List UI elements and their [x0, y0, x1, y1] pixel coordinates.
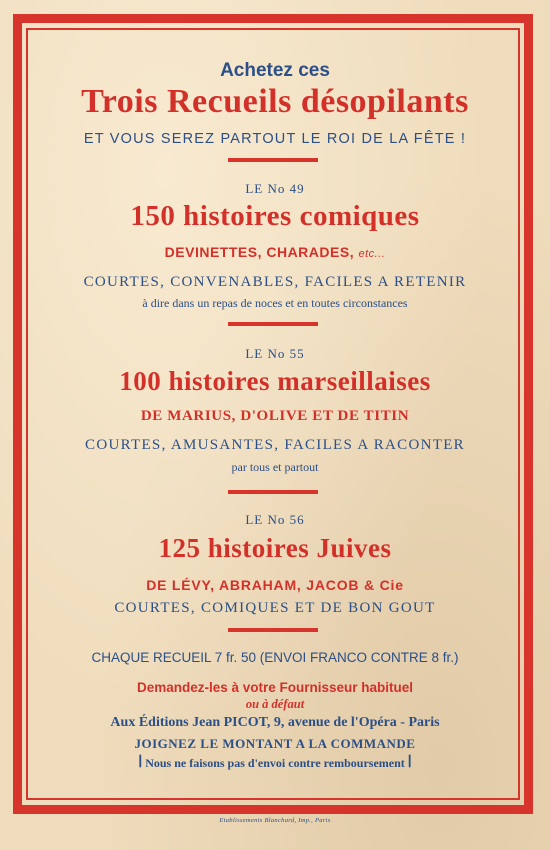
- book-56-number: LE No 56: [245, 512, 305, 527]
- printer-credit: Etablissements Blanchard, Imp., Paris: [219, 817, 331, 824]
- book-49-number: LE No 49: [245, 181, 305, 196]
- publisher-line: Aux Éditions Jean PICOT, 9, avenue de l'Opéra - Paris: [110, 715, 440, 730]
- join-line: JOIGNEZ LE MONTANT A LA COMMANDE: [134, 736, 416, 751]
- book-55-number: LE No 55: [245, 346, 305, 361]
- tagline: ET VOUS SEREZ PARTOUT LE ROI DE LA FÊTE !: [83, 131, 467, 147]
- book-55-note: par tous et partout: [231, 460, 319, 474]
- book-55-desc: COURTES, AMUSANTES, FACILES A RACONTER: [85, 437, 465, 453]
- divider-1: [228, 158, 318, 162]
- no-cod-line: [0, 755, 550, 771]
- book-49-subtitle-main: DEVINETTES, CHARADES,: [164, 244, 355, 260]
- divider-2: [228, 322, 318, 326]
- no-cod-text: Nous ne faisons pas d'envoi contre remboursement: [145, 756, 405, 770]
- default-line: ou à défaut: [245, 697, 305, 711]
- fleuron-left-icon: ꟾ: [138, 755, 143, 770]
- book-49-subtitle: [0, 244, 550, 260]
- book-49-desc: COURTES, CONVENABLES, FACILES A RETENIR: [83, 274, 467, 290]
- main-title: Trois Recueils désopilants: [81, 83, 469, 120]
- book-49-note: à dire dans un repas de noces et en toutes circonstances: [142, 296, 408, 310]
- divider-3: [228, 490, 318, 494]
- book-55-subtitle: DE MARIUS, D'OLIVE ET DE TITIN: [140, 408, 410, 424]
- intro-text: Achetez ces: [220, 60, 330, 81]
- book-56-subtitle: DE LÉVY, ABRAHAM, JACOB & Cie: [146, 577, 404, 593]
- book-56-desc: COURTES, COMIQUES ET DE BON GOUT: [114, 600, 436, 616]
- book-55-title: 100 histoires marseillaises: [119, 366, 431, 396]
- book-49-subtitle-etc: etc...: [358, 248, 386, 260]
- book-56-title: 125 histoires Juives: [158, 533, 392, 563]
- price-line: CHAQUE RECUEIL 7 fr. 50 (ENVOI FRANCO CONTRE 8 fr.): [91, 650, 459, 665]
- book-49-title: 150 histoires comiques: [130, 200, 420, 232]
- ask-line: Demandez-les à votre Fournisseur habituel: [136, 680, 414, 695]
- divider-4: [228, 628, 318, 632]
- fleuron-right-icon: ꟾ: [407, 755, 412, 770]
